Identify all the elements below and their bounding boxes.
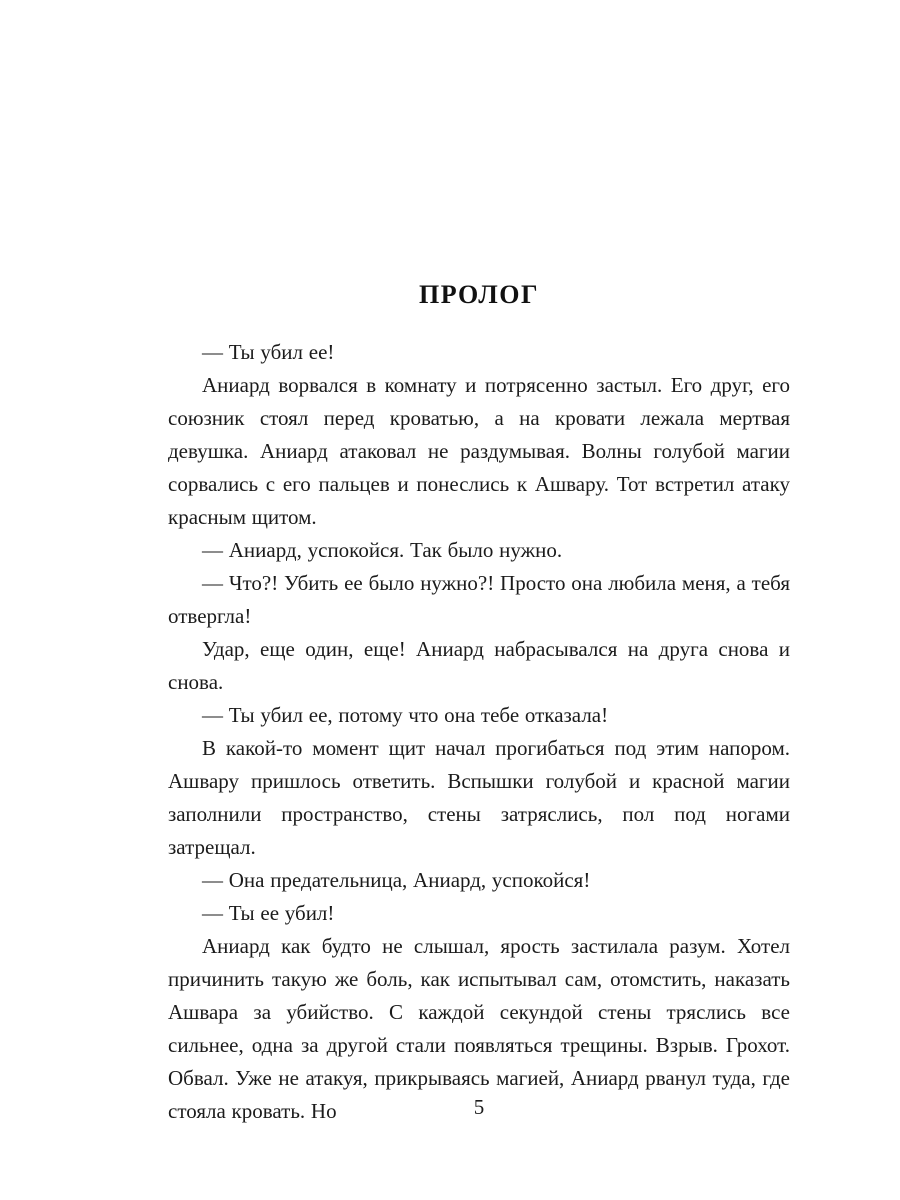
- paragraph: Аниард ворвался в комнату и потрясенно застыл. Его друг, его союзник стоял перед кроватью, а на кровати лежала мертвая девушка. Аниард атаковал не раздумывая. Волны голубой магии сорвались с его пальцев и понеслись к Ашвару. Тот встретил атаку красным щитом.: [168, 373, 790, 529]
- paragraph: Удар, еще один, еще! Аниард набрасывался на друга снова и снова.: [168, 637, 790, 694]
- text-column: [168, 0, 790, 1128]
- paragraph: — Ты ее убил!: [202, 901, 335, 925]
- paragraph: — Ты убил ее!: [202, 340, 335, 364]
- chapter-title: ПРОЛОГ: [418, 280, 540, 309]
- paragraph: — Ты убил ее, потому что она тебе отказала!: [202, 703, 609, 727]
- paragraph: В какой-то момент щит начал прогибаться под этим напором. Ашвару пришлось ответить. Вспышки голубой и красной магии заполнили пространство, стены затряслись, пол под ногами затрещал.: [168, 736, 790, 859]
- page-number: 5: [473, 1095, 485, 1119]
- paragraph: Аниард как будто не слышал, ярость застилала разум. Хотел причинить такую же боль, как испытывал сам, отомстить, наказать Ашвара за убийство. С каждой секундой стены тряслись все сильнее, одна за другой стали появляться трещины. Взрыв. Грохот. Обвал. Уже не атакуя, прикрываясь магией, Аниард рванул туда, где стояла кровать. Но: [168, 934, 790, 1123]
- paragraph: — Что?! Убить ее было нужно?! Просто она любила меня, а тебя отвергла!: [168, 571, 790, 628]
- paragraph: — Она предательница, Аниард, успокойся!: [202, 868, 591, 892]
- paragraph: — Аниард, успокойся. Так было нужно.: [202, 538, 563, 562]
- body-text: [168, 336, 790, 1128]
